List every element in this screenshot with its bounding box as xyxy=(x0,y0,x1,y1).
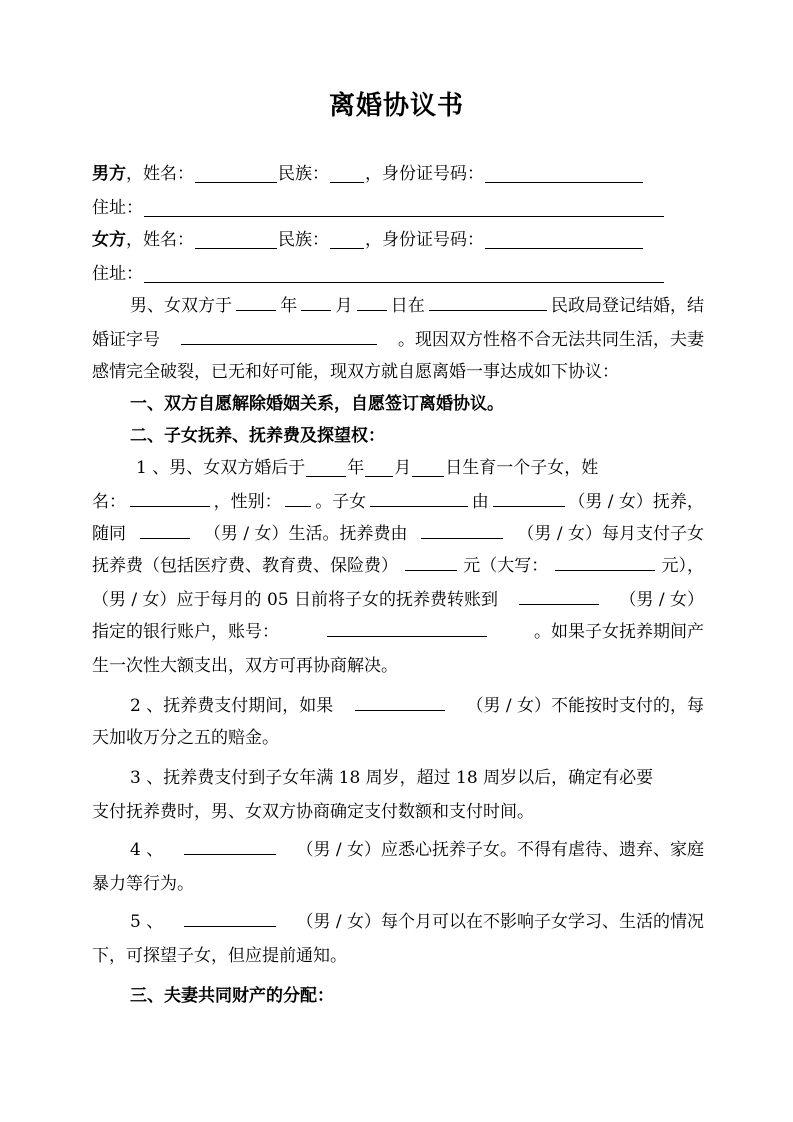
year-label: 年 xyxy=(347,458,365,478)
certificate-number-field[interactable] xyxy=(181,322,377,345)
amount-field[interactable] xyxy=(405,548,457,571)
item-text: 下，可探望子女，但应提前通知。 xyxy=(92,946,347,966)
intro-line-1 xyxy=(130,288,704,324)
certificate-number-label: 婚证字号 xyxy=(92,330,160,350)
item-1-line-2 xyxy=(92,484,704,520)
intro-text: 民政局登记结婚，结 xyxy=(551,296,704,316)
item-2-line-1 xyxy=(130,688,704,724)
female-name-field[interactable] xyxy=(195,226,277,249)
item-2-line-2 xyxy=(92,720,704,756)
child-name-field[interactable] xyxy=(130,484,210,507)
item-text: 。如果子女抚养期间产 xyxy=(534,622,704,642)
item-text: （男 / 女）每个月可以在不影响子女学习、生活的情况 xyxy=(296,912,704,932)
birth-day-field[interactable] xyxy=(412,454,444,477)
item-text: 1 、男、女双方婚后于 xyxy=(136,458,306,478)
marriage-day-field[interactable] xyxy=(357,288,387,311)
item-text: （男 / 女）每月支付子女 xyxy=(517,524,704,544)
item-text: 元）， xyxy=(661,556,704,576)
item-1-line-5 xyxy=(92,582,704,618)
male-address-line xyxy=(92,190,704,226)
item-text: （男 / 女）抚养， xyxy=(568,492,704,512)
custodian-field[interactable] xyxy=(493,484,565,507)
item-text: 抚养费（包括医疗费、教育费、保险费） xyxy=(92,556,398,576)
female-address-field[interactable] xyxy=(144,260,664,283)
item-text: 日生育一个子女，姓 xyxy=(445,458,599,478)
item-text: （男 / 女） xyxy=(619,590,704,610)
item-1-line-1 xyxy=(136,450,704,486)
item-text: 生一次性大额支出，双方可再协商解决。 xyxy=(92,656,398,676)
marriage-month-field[interactable] xyxy=(301,288,331,311)
section-2-heading: 二、子女抚养、抚养费及探望权： xyxy=(130,426,385,446)
item-4-line-1 xyxy=(130,832,704,868)
male-ethnicity-field[interactable] xyxy=(330,160,364,183)
birth-month-field[interactable] xyxy=(365,454,393,477)
female-id-label: ，身份证号码： xyxy=(365,230,484,250)
item-1-line-3 xyxy=(92,516,704,552)
item-5-line-1 xyxy=(130,904,704,940)
female-ethnicity-label: 民族： xyxy=(278,230,329,250)
male-name-field[interactable] xyxy=(195,160,277,183)
visitor-field[interactable] xyxy=(184,904,276,927)
item-text: 随同 xyxy=(92,524,126,544)
year-label: 年 xyxy=(280,296,298,316)
item-5-line-2 xyxy=(92,938,704,974)
male-address-label: 住址： xyxy=(92,198,143,218)
child-gender-label: ，性别： xyxy=(213,492,282,512)
male-id-field[interactable] xyxy=(485,160,643,183)
item-1-line-4 xyxy=(92,548,704,584)
intro-line-3 xyxy=(92,354,704,390)
child-name-label: 名： xyxy=(92,492,126,512)
account-number-field[interactable] xyxy=(327,614,487,637)
female-name-label: ，姓名： xyxy=(126,230,194,250)
item-text: （男 / 女）应悉心抚养子女。不得有虐待、遗弃、家庭 xyxy=(296,840,704,860)
intro-line-2 xyxy=(92,322,704,358)
account-label: 指定的银行账户，账号： xyxy=(92,622,279,642)
registry-office-field[interactable] xyxy=(429,288,547,311)
male-label: 男方 xyxy=(92,164,126,184)
item-4-line-2 xyxy=(92,866,704,902)
intro-text: 感情完全破裂，已无和好可能，现双方就自愿离婚一事达成如下协议： xyxy=(92,362,619,382)
document-title: 离婚协议书 xyxy=(328,91,464,121)
female-ethnicity-field[interactable] xyxy=(330,226,364,249)
item-text: （男 / 女）应于每月的 05 日前将子女的抚养费转账到 xyxy=(92,590,498,610)
amount-uppercase-label: 元（大写： xyxy=(463,556,549,576)
female-label: 女方 xyxy=(92,230,126,250)
month-label: 月 xyxy=(335,296,353,316)
item-text: 暴力等行为。 xyxy=(92,874,194,894)
item-text: 4 、 xyxy=(130,840,164,860)
marriage-year-field[interactable] xyxy=(236,288,276,311)
item-text: 。子女 xyxy=(315,492,367,512)
item-text: 3 、抚养费支付到子女年满 18 周岁，超过 18 周岁以后，确定有必要 xyxy=(130,768,654,788)
male-id-label: ，身份证号码： xyxy=(365,164,484,184)
female-address-line xyxy=(92,256,704,292)
female-id-field[interactable] xyxy=(485,226,643,249)
item-text: （男 / 女）不能按时支付的，每 xyxy=(466,696,704,716)
child-gender-field[interactable] xyxy=(285,484,311,507)
male-info-line xyxy=(92,156,704,192)
item-text: 2 、抚养费支付期间，如果 xyxy=(130,696,334,716)
payer-field[interactable] xyxy=(421,516,503,539)
amount-uppercase-field[interactable] xyxy=(555,548,655,571)
item-text: （男 / 女）生活。抚养费由 xyxy=(203,524,408,544)
day-at-label: 日在 xyxy=(390,296,425,316)
section-1-heading: 一、双方自愿解除婚姻关系，自愿签订离婚协议。 xyxy=(130,394,504,414)
birth-year-field[interactable] xyxy=(306,454,346,477)
live-with-field[interactable] xyxy=(140,516,190,539)
male-name-label: ，姓名： xyxy=(126,164,194,184)
female-info-line xyxy=(92,222,704,258)
female-address-label: 住址： xyxy=(92,264,143,284)
late-payer-field[interactable] xyxy=(355,688,445,711)
month-label: 月 xyxy=(394,458,412,478)
section-3-heading: 三、夫妻共同财产的分配： xyxy=(130,986,334,1006)
item-1-line-7 xyxy=(92,648,704,684)
item-1-line-6 xyxy=(92,614,704,650)
caregiver-field[interactable] xyxy=(184,832,276,855)
male-ethnicity-label: 民族： xyxy=(278,164,329,184)
item-text: 由 xyxy=(471,492,489,512)
item-3-line-1 xyxy=(130,760,704,796)
intro-text: 男、女双方于 xyxy=(130,296,232,316)
item-text: 5 、 xyxy=(130,912,164,932)
transfer-to-field[interactable] xyxy=(519,582,599,605)
item-text: 支付抚养费时，男、女双方协商确定支付数额和支付时间。 xyxy=(92,802,534,822)
item-3-line-2 xyxy=(92,794,704,830)
intro-text: 。现因双方性格不合无法共同生活，夫妻 xyxy=(398,330,704,350)
child-field[interactable] xyxy=(370,484,468,507)
item-text: 天加收万分之五的赔金。 xyxy=(92,728,279,748)
male-address-field[interactable] xyxy=(144,194,664,217)
